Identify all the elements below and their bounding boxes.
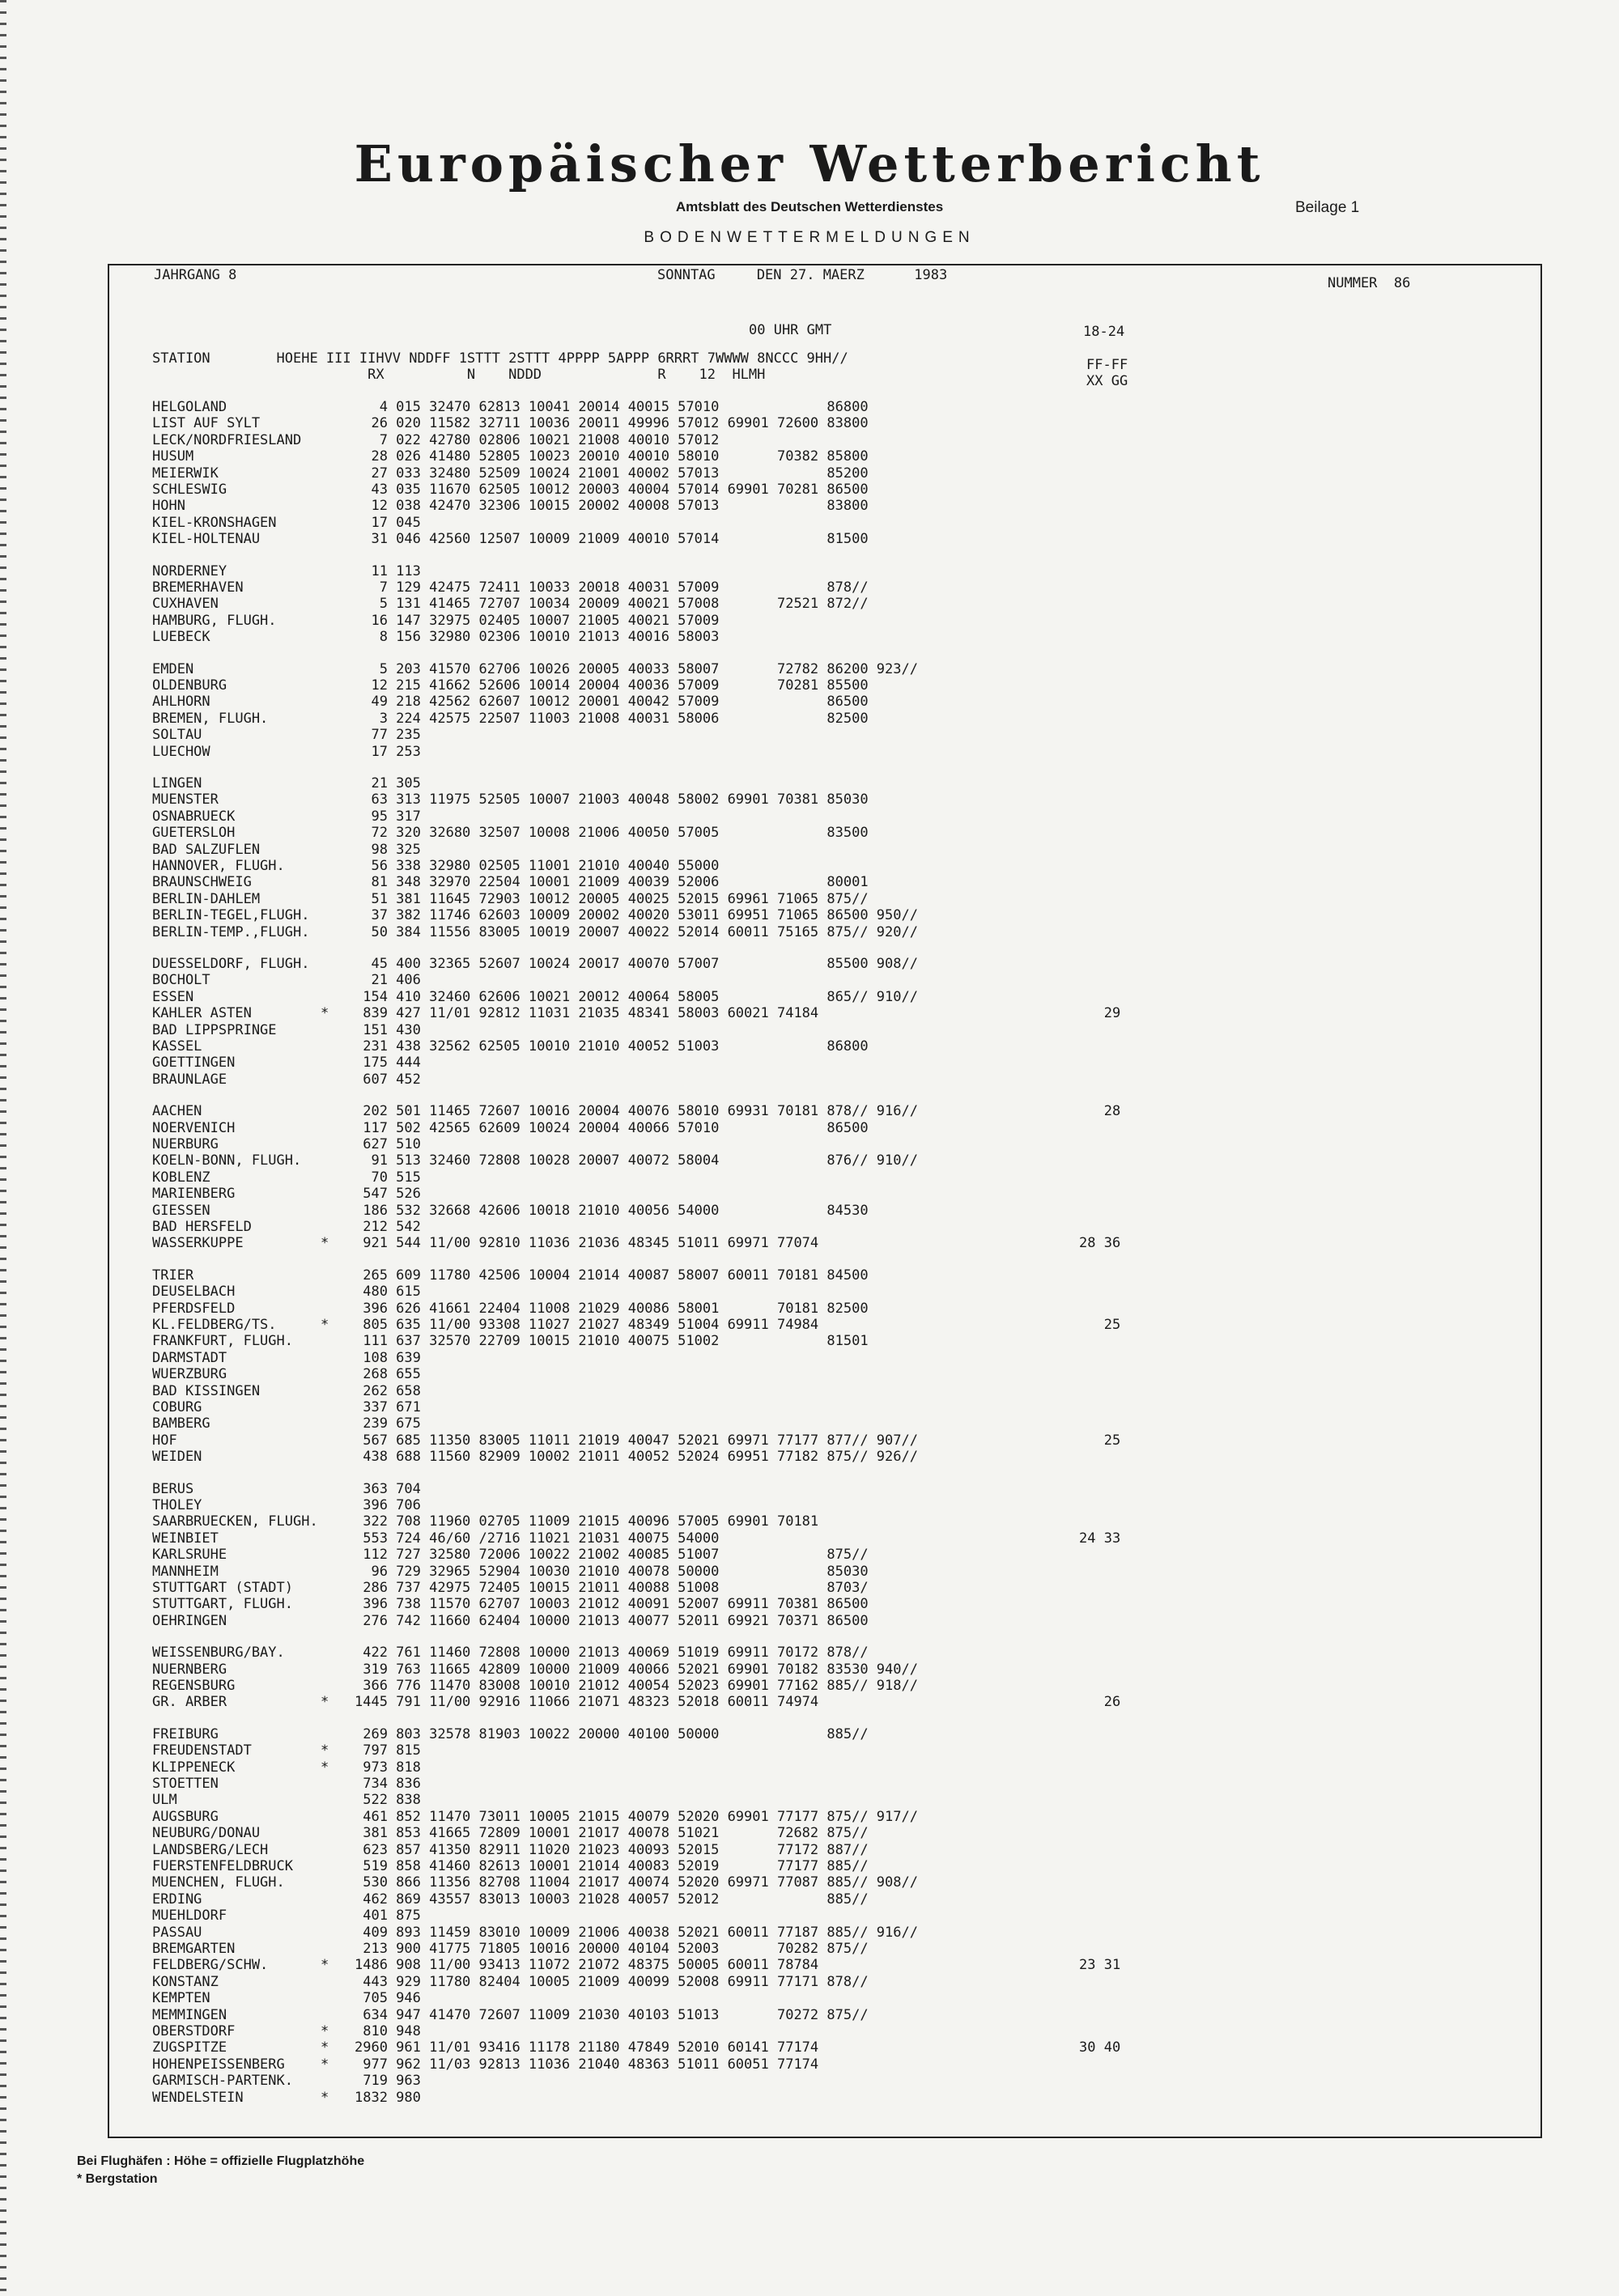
station-name: THOLEY bbox=[152, 1497, 202, 1513]
station-codes: 438 688 11560 82909 10002 21011 40052 52024 69951 77182 875// 926// bbox=[355, 1449, 918, 1465]
station-name: REGENSBURG bbox=[152, 1678, 236, 1694]
station-codes: 17 045 bbox=[355, 515, 421, 531]
station-name: LINGEN bbox=[152, 775, 202, 792]
station-codes: 461 852 11470 73011 10005 21015 40079 52020 69901 77177 875// 917// bbox=[355, 1809, 918, 1825]
station-name: PASSAU bbox=[152, 1925, 202, 1941]
page-subtitle: Amtsblatt des Deutschen Wetterdienstes bbox=[675, 199, 944, 214]
station-codes: 530 866 11356 82708 11004 21017 40074 52020 69971 77087 885// 908// bbox=[355, 1874, 918, 1891]
station-codes: 77 235 bbox=[355, 727, 421, 743]
station-name: MUEHLDORF bbox=[152, 1908, 227, 1924]
station-name: GR. ARBER bbox=[152, 1694, 227, 1710]
station-name: MANNHEIM bbox=[152, 1564, 219, 1580]
station-codes: 519 858 41460 82613 10001 21014 40083 52019 77177 885// bbox=[355, 1858, 869, 1874]
station-name: AHLHORN bbox=[152, 694, 210, 710]
station-name: BRAUNLAGE bbox=[152, 1072, 227, 1088]
station-codes: 7 022 42780 02806 10021 21008 40010 57012 bbox=[355, 432, 720, 448]
station-codes: 154 410 32460 62606 10021 20012 40064 58005 865// 910// bbox=[355, 989, 918, 1005]
station-codes: 12 038 42470 32306 10015 20002 40008 57013 83800 bbox=[355, 498, 869, 514]
station-codes: 27 033 32480 52509 10024 21001 40002 57013 85200 bbox=[355, 465, 869, 482]
station-codes: 607 452 bbox=[355, 1072, 421, 1088]
station-codes: 31 046 42560 12507 10009 21009 40010 57014 81500 bbox=[355, 531, 869, 547]
station-codes: 921 544 11/00 92810 11036 21036 48345 51011 69971 77074 bbox=[355, 1235, 819, 1251]
station-name: GOETTINGEN bbox=[152, 1055, 236, 1071]
station-codes: 239 675 bbox=[355, 1415, 421, 1432]
station-name: FELDBERG/SCHW. bbox=[152, 1957, 269, 1973]
station-codes: 26 020 11582 32711 10036 20011 49996 57012 69901 72600 83800 bbox=[355, 415, 869, 431]
mountain-station-marker: * bbox=[321, 2039, 329, 2056]
wind-gust-values: 28 36 bbox=[1079, 1235, 1121, 1251]
station-codes: 363 704 bbox=[355, 1481, 421, 1497]
station-codes: 634 947 41470 72607 11009 21030 40103 51013 70272 875// bbox=[355, 2007, 869, 2023]
station-name: MUENSTER bbox=[152, 792, 219, 808]
station-codes: 72 320 32680 32507 10008 21006 40050 57005 83500 bbox=[355, 825, 869, 841]
station-codes: 705 946 bbox=[355, 1990, 421, 2006]
station-name: BERLIN-TEMP.,FLUGH. bbox=[152, 924, 310, 940]
station-name: AACHEN bbox=[152, 1103, 202, 1119]
footnotes bbox=[77, 2153, 364, 2188]
station-name: DARMSTADT bbox=[152, 1350, 227, 1366]
footnote-mountain: * Bergstation bbox=[77, 2172, 158, 2186]
station-name: MEIERWIK bbox=[152, 465, 219, 482]
station-name: FUERSTENFELDBRUCK bbox=[152, 1858, 293, 1874]
wind-gust-values: 25 bbox=[1079, 1432, 1121, 1449]
station-codes: 1445 791 11/00 92916 11066 21071 48323 52018 60011 74974 bbox=[355, 1694, 819, 1710]
station-name: NUERNBERG bbox=[152, 1662, 227, 1678]
station-name: MEMMINGEN bbox=[152, 2007, 227, 2023]
station-codes: 28 026 41480 52805 10023 20010 40010 58010 70382 85800 bbox=[355, 448, 869, 465]
station-codes: 381 853 41665 72809 10001 21017 40078 51021 72682 875// bbox=[355, 1825, 869, 1841]
station-codes: 45 400 32365 52607 10024 20017 40070 57007 85500 908// bbox=[355, 956, 918, 972]
station-codes: 337 671 bbox=[355, 1399, 421, 1415]
station-codes: 49 218 42562 62607 10012 20001 40042 57009 86500 bbox=[355, 694, 869, 710]
station-name: SOLTAU bbox=[152, 727, 202, 743]
station-name: BRAUNSCHWEIG bbox=[152, 874, 252, 890]
station-name: BAD HERSFELD bbox=[152, 1219, 252, 1235]
station-name: ULM bbox=[152, 1792, 177, 1808]
ff-subheader: XX GG bbox=[1086, 373, 1128, 389]
station-name: WEISSENBURG/BAY. bbox=[152, 1645, 285, 1661]
station-codes: 547 526 bbox=[355, 1186, 421, 1202]
station-name: HAMBURG, FLUGH. bbox=[152, 613, 277, 629]
station-codes: 319 763 11665 42809 10000 21009 40066 52021 69901 70182 83530 940// bbox=[355, 1662, 918, 1678]
mountain-station-marker: * bbox=[321, 1957, 329, 1973]
section-title: BODENWETTERMELDUNGEN bbox=[644, 229, 975, 246]
station-name: BAD LIPPSPRINGE bbox=[152, 1022, 277, 1038]
station-codes: 797 815 bbox=[355, 1742, 421, 1759]
station-codes: 111 637 32570 22709 10015 21010 40075 51002 81501 bbox=[355, 1333, 869, 1349]
station-name: BAD KISSINGEN bbox=[152, 1383, 261, 1399]
station-name: TRIER bbox=[152, 1267, 194, 1284]
station-name: KARLSRUHE bbox=[152, 1547, 227, 1563]
station-codes: 810 948 bbox=[355, 2023, 421, 2039]
station-name: HOHN bbox=[152, 498, 185, 514]
station-name: STUTTGART, FLUGH. bbox=[152, 1596, 293, 1612]
station-codes: 977 962 11/03 92813 11036 21040 48363 51011 60051 77174 bbox=[355, 2056, 819, 2073]
station-name: BOCHOLT bbox=[152, 972, 210, 988]
beilage-label: Beilage 1 bbox=[1295, 199, 1360, 216]
station-name: HOF bbox=[152, 1432, 177, 1449]
station-codes: 21 305 bbox=[355, 775, 421, 792]
station-codes: 12 215 41662 52606 10014 20004 40036 57009 70281 85500 bbox=[355, 677, 869, 694]
station-codes: 1832 980 bbox=[355, 2090, 421, 2106]
station-codes: 37 382 11746 62603 10009 20002 40020 53011 69951 71065 86500 950// bbox=[355, 907, 918, 923]
station-name: FREUDENSTADT bbox=[152, 1742, 252, 1759]
station-codes: 43 035 11670 62505 10012 20003 40004 57014 69901 70281 86500 bbox=[355, 482, 869, 498]
station-codes: 91 513 32460 72808 10028 20007 40072 58004 876// 910// bbox=[355, 1152, 918, 1169]
wind-gust-values: 29 bbox=[1079, 1005, 1121, 1021]
station-codes: 3 224 42575 22507 11003 21008 40031 58006 82500 bbox=[355, 711, 869, 727]
wind-gust-values: 30 40 bbox=[1079, 2039, 1121, 2056]
station-name: OSNABRUECK bbox=[152, 808, 236, 825]
issue-number: NUMMER 86 bbox=[1328, 275, 1411, 291]
station-codes: 21 406 bbox=[355, 972, 421, 988]
station-name: MARIENBERG bbox=[152, 1186, 236, 1202]
station-codes: 175 444 bbox=[355, 1055, 421, 1071]
station-name: LUECHOW bbox=[152, 744, 210, 760]
station-name: HANNOVER, FLUGH. bbox=[152, 858, 285, 874]
station-name: COBURG bbox=[152, 1399, 202, 1415]
station-name: FRANKFURT, FLUGH. bbox=[152, 1333, 293, 1349]
station-codes: 108 639 bbox=[355, 1350, 421, 1366]
wind-gust-values: 25 bbox=[1079, 1317, 1121, 1333]
column-subheader: RX N NDDD R 12 HLMH bbox=[152, 367, 766, 383]
station-codes: 462 869 43557 83013 10003 21028 40057 52012 885// bbox=[355, 1891, 869, 1908]
station-codes: 98 325 bbox=[355, 842, 421, 858]
station-name: KLIPPENECK bbox=[152, 1759, 236, 1776]
station-codes: 81 348 32970 22504 10001 21009 40039 52006 80001 bbox=[355, 874, 869, 890]
station-codes: 401 875 bbox=[355, 1908, 421, 1924]
wind-gust-values: 24 33 bbox=[1079, 1530, 1121, 1547]
station-codes: 96 729 32965 52904 10030 21010 40078 50000 85030 bbox=[355, 1564, 869, 1580]
station-name: OLDENBURG bbox=[152, 677, 227, 694]
station-name: BREMERHAVEN bbox=[152, 579, 244, 596]
wind-gust-values: 26 bbox=[1079, 1694, 1121, 1710]
station-codes: 112 727 32580 72006 10022 21002 40085 51007 875// bbox=[355, 1547, 869, 1563]
station-name: OBERSTDORF bbox=[152, 2023, 236, 2039]
station-codes: 553 724 46/60 /2716 11021 21031 40075 54000 bbox=[355, 1530, 720, 1547]
station-name: NEUBURG/DONAU bbox=[152, 1825, 261, 1841]
station-name: BERLIN-DAHLEM bbox=[152, 891, 261, 907]
station-codes: 213 900 41775 71805 10016 20000 40104 52003 70282 875// bbox=[355, 1941, 869, 1957]
station-name: STUTTGART (STADT) bbox=[152, 1580, 293, 1596]
station-codes: 396 626 41661 22404 11008 21029 40086 58001 70181 82500 bbox=[355, 1301, 869, 1317]
station-name: STOETTEN bbox=[152, 1776, 219, 1792]
mountain-station-marker: * bbox=[321, 2056, 329, 2073]
station-name: WEINBIET bbox=[152, 1530, 219, 1547]
station-name: ZUGSPITZE bbox=[152, 2039, 227, 2056]
station-name: GARMISCH-PARTENK. bbox=[152, 2073, 293, 2089]
station-codes: 973 818 bbox=[355, 1759, 421, 1776]
station-name: LECK/NORDFRIESLAND bbox=[152, 432, 302, 448]
wind-gust-values: 23 31 bbox=[1079, 1957, 1121, 1973]
station-codes: 5 131 41465 72707 10034 20009 40021 57008 72521 872// bbox=[355, 596, 869, 612]
station-codes: 51 381 11645 72903 10012 20005 40025 52015 69961 71065 875// bbox=[355, 891, 869, 907]
station-name: BAMBERG bbox=[152, 1415, 210, 1432]
station-codes: 8 156 32980 02306 10010 21013 40016 58003 bbox=[355, 629, 720, 645]
station-name: WENDELSTEIN bbox=[152, 2090, 244, 2106]
station-name: CUXHAVEN bbox=[152, 596, 219, 612]
station-name: NUERBURG bbox=[152, 1136, 219, 1152]
station-codes: 186 532 32668 42606 10018 21010 40056 54000 84530 bbox=[355, 1203, 869, 1219]
station-codes: 4 015 32470 62813 10041 20014 40015 57010 86800 bbox=[355, 399, 869, 415]
station-name: KIEL-KRONSHAGEN bbox=[152, 515, 277, 531]
jahrgang-label: JAHRGANG 8 bbox=[154, 267, 237, 283]
time-label: 00 UHR GMT bbox=[749, 322, 832, 338]
mountain-station-marker: * bbox=[321, 1742, 329, 1759]
station-name: EMDEN bbox=[152, 661, 194, 677]
station-codes: 522 838 bbox=[355, 1792, 421, 1808]
station-name: DEUSELBACH bbox=[152, 1284, 236, 1300]
mountain-station-marker: * bbox=[321, 1235, 329, 1251]
mountain-station-marker: * bbox=[321, 1317, 329, 1333]
column-header: STATION HOEHE III IIHVV NDDFF 1STTT 2STTT 4PPPP 5APPP 6RRRT 7WWWW 8NCCC 9HH// bbox=[152, 350, 848, 367]
station-codes: 443 929 11780 82404 10005 21009 40099 52008 69911 77171 878// bbox=[355, 1974, 869, 1990]
station-codes: 16 147 32975 02405 10007 21005 40021 57009 bbox=[355, 613, 720, 629]
station-name: LANDSBERG/LECH bbox=[152, 1842, 269, 1858]
station-name: SAARBRUECKEN, FLUGH. bbox=[152, 1513, 318, 1530]
station-name: PFERDSFELD bbox=[152, 1301, 236, 1317]
station-codes: 265 609 11780 42506 10004 21014 40087 58007 60011 70181 84500 bbox=[355, 1267, 869, 1284]
station-name: WUERZBURG bbox=[152, 1366, 227, 1382]
station-name: ERDING bbox=[152, 1891, 202, 1908]
station-name: BREMGARTEN bbox=[152, 1941, 236, 1957]
mountain-station-marker: * bbox=[321, 1694, 329, 1710]
station-codes: 734 836 bbox=[355, 1776, 421, 1792]
station-name: KL.FELDBERG/TS. bbox=[152, 1317, 277, 1333]
station-codes: 480 615 bbox=[355, 1284, 421, 1300]
wind-gust-values: 28 bbox=[1079, 1103, 1121, 1119]
station-codes: 11 113 bbox=[355, 563, 421, 579]
station-name: FREIBURG bbox=[152, 1726, 219, 1742]
station-name: KEMPTEN bbox=[152, 1990, 210, 2006]
station-name: WASSERKUPPE bbox=[152, 1235, 244, 1251]
ff-header: FF-FF bbox=[1086, 357, 1128, 373]
station-codes: 366 776 11470 83008 10010 21012 40054 52023 69901 77162 885// 918// bbox=[355, 1678, 918, 1694]
station-name: BAD SALZUFLEN bbox=[152, 842, 261, 858]
station-name: HUSUM bbox=[152, 448, 194, 465]
station-name: GUETERSLOH bbox=[152, 825, 236, 841]
station-codes: 63 313 11975 52505 10007 21003 40048 58002 69901 70381 85030 bbox=[355, 792, 869, 808]
station-codes: 202 501 11465 72607 10016 20004 40076 58010 69931 70181 878// 916// bbox=[355, 1103, 918, 1119]
station-name: KASSEL bbox=[152, 1038, 202, 1055]
station-codes: 276 742 11660 62404 10000 21013 40077 52011 69921 70371 86500 bbox=[355, 1613, 869, 1629]
station-name: NOERVENICH bbox=[152, 1120, 236, 1136]
station-codes: 409 893 11459 83010 10009 21006 40038 52021 60011 77187 885// 916// bbox=[355, 1925, 918, 1941]
station-codes: 805 635 11/00 93308 11027 21027 48349 51004 69911 74984 bbox=[355, 1317, 819, 1333]
station-name: NORDERNEY bbox=[152, 563, 227, 579]
station-name: HELGOLAND bbox=[152, 399, 227, 415]
station-codes: 70 515 bbox=[355, 1169, 421, 1186]
station-codes: 17 253 bbox=[355, 744, 421, 760]
station-codes: 7 129 42475 72411 10033 20018 40031 57009 878// bbox=[355, 579, 869, 596]
date-line: SONNTAG DEN 27. MAERZ 1983 bbox=[657, 267, 948, 283]
period-label: 18-24 bbox=[1083, 324, 1125, 340]
footnote-airport: Bei Flughäfen : Höhe = offizielle Flugplatzhöhe bbox=[77, 2154, 365, 2168]
station-codes: 2960 961 11/01 93416 11178 21180 47849 52010 60141 77174 bbox=[355, 2039, 819, 2056]
page-title: Europäischer Wetterbericht bbox=[354, 134, 1265, 193]
station-name: KOELN-BONN, FLUGH. bbox=[152, 1152, 302, 1169]
station-codes: 322 708 11960 02705 11009 21015 40096 57005 69901 70181 bbox=[355, 1513, 819, 1530]
station-name: MUENCHEN, FLUGH. bbox=[152, 1874, 285, 1891]
station-codes: 5 203 41570 62706 10026 20005 40033 58007 72782 86200 923// bbox=[355, 661, 918, 677]
binding-edge bbox=[0, 0, 6, 2296]
station-name: KIEL-HOLTENAU bbox=[152, 531, 261, 547]
station-codes: 212 542 bbox=[355, 1219, 421, 1235]
station-codes: 839 427 11/01 92812 11031 21035 48341 58003 60021 74184 bbox=[355, 1005, 819, 1021]
station-name: DUESSELDORF, FLUGH. bbox=[152, 956, 310, 972]
station-codes: 719 963 bbox=[355, 2073, 421, 2089]
station-name: OEHRINGEN bbox=[152, 1613, 227, 1629]
station-name: LUEBECK bbox=[152, 629, 210, 645]
station-name: SCHLESWIG bbox=[152, 482, 227, 498]
station-codes: 117 502 42565 62609 10024 20004 40066 57010 86500 bbox=[355, 1120, 869, 1136]
station-codes: 1486 908 11/00 93413 11072 21072 48375 50005 60011 78784 bbox=[355, 1957, 819, 1973]
station-name: KONSTANZ bbox=[152, 1974, 219, 1990]
station-name: KOBLENZ bbox=[152, 1169, 210, 1186]
station-codes: 50 384 11556 83005 10019 20007 40022 52014 60011 75165 875// 920// bbox=[355, 924, 918, 940]
station-name: ESSEN bbox=[152, 989, 194, 1005]
station-name: AUGSBURG bbox=[152, 1809, 219, 1825]
station-codes: 231 438 32562 62505 10010 21010 40052 51003 86800 bbox=[355, 1038, 869, 1055]
station-codes: 623 857 41350 82911 11020 21023 40093 52015 77172 887// bbox=[355, 1842, 869, 1858]
station-codes: 396 706 bbox=[355, 1497, 421, 1513]
station-name: BERUS bbox=[152, 1481, 194, 1497]
station-codes: 95 317 bbox=[355, 808, 421, 825]
mountain-station-marker: * bbox=[321, 1005, 329, 1021]
station-codes: 262 658 bbox=[355, 1383, 421, 1399]
station-codes: 422 761 11460 72808 10000 21013 40069 51019 69911 70172 878// bbox=[355, 1645, 869, 1661]
station-name: BREMEN, FLUGH. bbox=[152, 711, 269, 727]
station-codes: 396 738 11570 62707 10003 21012 40091 52007 69911 70381 86500 bbox=[355, 1596, 869, 1612]
station-codes: 627 510 bbox=[355, 1136, 421, 1152]
station-codes: 56 338 32980 02505 11001 21010 40040 55000 bbox=[355, 858, 720, 874]
station-name: BERLIN-TEGEL,FLUGH. bbox=[152, 907, 310, 923]
station-codes: 269 803 32578 81903 10022 20000 40100 50000 885// bbox=[355, 1726, 869, 1742]
mountain-station-marker: * bbox=[321, 2090, 329, 2106]
station-codes: 286 737 42975 72405 10015 21011 40088 51008 8703/ bbox=[355, 1580, 869, 1596]
station-codes: 151 430 bbox=[355, 1022, 421, 1038]
station-name: WEIDEN bbox=[152, 1449, 202, 1465]
station-name: LIST AUF SYLT bbox=[152, 415, 261, 431]
station-codes: 268 655 bbox=[355, 1366, 421, 1382]
station-name: GIESSEN bbox=[152, 1203, 210, 1219]
mountain-station-marker: * bbox=[321, 1759, 329, 1776]
station-name: KAHLER ASTEN bbox=[152, 1005, 252, 1021]
mountain-station-marker: * bbox=[321, 2023, 329, 2039]
station-codes: 567 685 11350 83005 11011 21019 40047 52021 69971 77177 877// 907// bbox=[355, 1432, 918, 1449]
station-name: HOHENPEISSENBERG bbox=[152, 2056, 285, 2073]
